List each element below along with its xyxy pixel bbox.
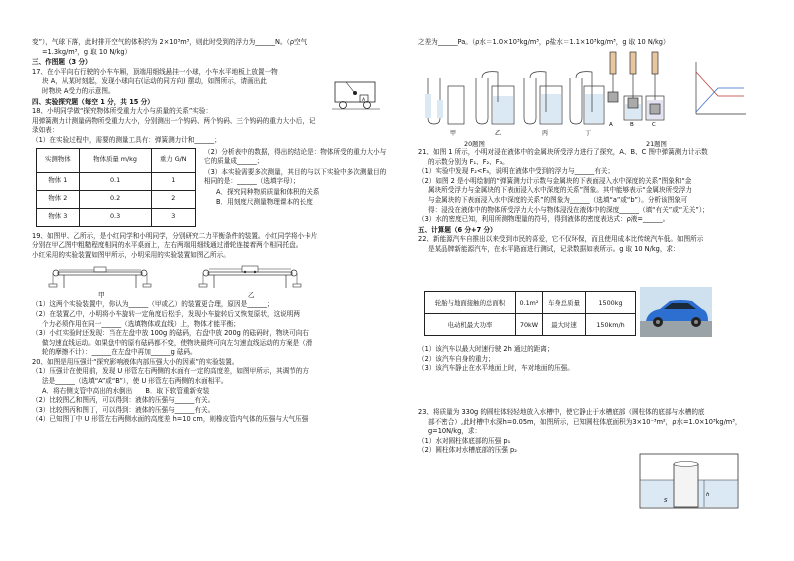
q18-option-b: B．用刻度尺测量物理课本的长度 [216,197,313,206]
table-cell: 70kW [516,314,543,336]
q18-part-1: （1）在实验过程中，需要的测量工具有：弹簧测力计和______； [32,135,221,144]
table-cell: 最大时速 [543,314,586,336]
table-cell: 3 [151,208,196,226]
q23-part-1: （1）水对圆柱体底部的压强 p₁ [418,436,511,445]
q21-part-2b: 属块所受浮力与金属块的下表面浸入水中深度的关系”图象。其中能够表示“金属块所受浮力 [428,186,692,195]
q22-text-1: 22、新能源汽车自推出以来受到市民的喜爱，它不仅环保，而且使用成本比传统汽车低。如图所示 [418,235,704,244]
table-cell: 0.2 [79,190,151,208]
fig21-label-a: A [609,122,613,128]
q21-part-3: （3）水的密度已知，利用所测物理量的符号，得到液体的密度表达式：ρ液=______。 [418,215,670,224]
table-header: 实测物体 [37,148,80,172]
table-cell: 车身总质量 [543,292,586,314]
q19-part-3a: （3）小红实验时还发现：当在左盘中放 100g 的砝码，右盘中放 200g 的砝码时，物块可向右 [32,329,309,338]
q19-apparatus-figure [42,260,342,300]
q23-text-2: 部不密合）,此时槽中水深h=0.05m，如图所示，已知圆柱体底面积为3×10⁻³m²，ρ水=1.0×10³kg/m³， [428,417,742,426]
q18-table-block [32,146,392,232]
q17-text-2: 块 A，从某时刻起，发现小球向右(运动的同方向) 摆动，如图所示，请画出此 [42,77,267,86]
q17-cart-figure [332,78,380,112]
q20-part-1a: （1）压强计在使用前，发现 U 形管左右两侧的水面有一定的高度差，如图甲所示，其调节的方 [32,367,309,376]
q19-figures [32,260,392,300]
gravity-table [36,148,196,227]
q19-part-3b: 做匀速直线运动。如果盘中的原有砝码都不变，使物块最终可向左匀速直线运动的方案是（滑 [42,338,313,347]
fig20-label-ding: 丁 [585,130,592,137]
car-photo [640,287,712,337]
q19-text-1: 19、如图甲、乙所示，是小红同学和小明同学，分别研究二力平衡条件的装置。小红同学将小卡片 [32,231,318,240]
svg-text:h: h [706,492,710,498]
table-cell: 1 [151,172,196,190]
table-cell: 轮胎与地面接触的总面积 [425,292,516,314]
q20-part-4: （4）已知图丁中 U 形管左右两侧水面的高度差 h=10 cm，则橡皮管内气体的压强与大气压强 [32,415,309,424]
figure-caption-jia: 甲 [98,291,105,300]
q20-part-4-continued: 之差为______Pa。（ρ水＝1.0×10³kg/m³，ρ盐水＝1.1×10³kg/m³，g 取 10 N/kg） [418,38,670,46]
q20-part-1b: 法是______（选填“A”或“B”），使 U 形管左右两侧的水面相平。 [42,377,228,386]
car-spec-table [424,291,636,336]
q21-text-2: 的示数分别为 F₁、F₂、F₃。 [428,157,509,166]
table-header: 重力 G/N [151,148,196,172]
right-column [418,38,778,48]
q21-part-1: （1）实验中发现 F₂<F₃，说明在液体中受到的浮力与______有关； [418,167,615,176]
q20-part-2: （2）比较图乙和图丙，可以得到：液体的压强与______有关。 [32,396,215,405]
q19-part-1: （1）这两个实验装置中，你认为______（甲或乙）的装置更合理，原因是______； [32,300,274,309]
section-3-title: 三、作图题（3 分） [32,58,92,67]
q23-part-2: （2）圆柱体对水槽底部的压强 p₂ [418,446,517,455]
fig21-label-b: B [630,122,634,128]
right-column-lower [418,148,778,255]
q22-parts [418,345,778,374]
q18-text-1: 用弹簧测力计测量码物所受重力大小，分别测出一个钩码、两个钩码、三个钩码的重力大小后，记 [32,116,316,125]
q22-part-3: （3）该汽车静止在水平地面上时，车对地面的压强。 [418,364,574,373]
table-cell: 1500kg [586,292,636,314]
table-cell: 物体 3 [37,208,80,226]
q23-text-1: 23、将质量为 330g 的圆柱体轻轻地放入水槽中，使它静止于水槽底部（圆柱体的底部与水槽的底 [418,408,705,416]
q18-part-2: （2）分析表中的数据，得出的结论是：物体所受的重力大小与它的质量成______； [204,147,387,166]
q19-text-3: 小红采用的实验装置如图甲所示，小明采用的实验装置如图乙所示。 [32,250,230,259]
fig20-label-jia: 甲 [450,130,457,137]
table-cell: 物体 1 [37,172,80,190]
fig21-caption: 21题图 [646,140,667,148]
q22-part-1: （1）该汽车以最大时速行驶 2h 通过的距离； [418,345,554,353]
fig21-buoyancy [606,48,756,138]
q23-tank-figure [634,450,744,512]
q21-part-2c: 与金属块的下表面浸入水中深度的关系”的图象为______（选填“a”或“b”）。分析该图象可 [428,195,688,204]
q23-block [418,408,778,456]
q19-part-2b: 个力必须作用在同一______（选填物体或直线）上，物体才能平衡； [42,319,240,328]
fig20-label-bing: 丙 [542,130,549,137]
q21-part-2a: （2）如图 2 是小明绘制的“弹簧测力计示数与金属块的下表面浸入水中深度的关系”图象和“金 [418,176,692,185]
q16-continued: 变”），气球下落，此时排开空气的体积约为 2×10³m³，则此时受到的浮力为______N。（ρ空气 [32,38,308,46]
fig21-label-c: C [652,122,656,128]
q20-part-1-options: A．将右侧支管中高出的水倒出 B．取下软管重新安装 [42,386,210,395]
table-cell: 0.1 [79,172,151,190]
table-cell: 0.1m² [516,292,543,314]
q20-title: 20、如图是用压强计“探究影响液体内部压强大小的因素”的实验装置。 [32,357,239,366]
table-header: 物体质量 m/kg [79,148,151,172]
svg-text:A: A [362,98,366,103]
q18-option-a: A．探究同种物质质量和体积的关系 [216,187,320,196]
table-cell: 物体 2 [37,190,80,208]
q17-text-3: 时物块 A受力的示意图。 [42,86,115,95]
q18-title: 18、小明同学做“探究物体所受重力大小与质量的关系”实验： [32,107,213,116]
table-cell: 150km/h [586,314,636,336]
q21-text-1: 21、如图 1 所示，小明对浸在液体中的金属块所受浮力进行了探究，A、B、C 图中弹簧测力计示数 [418,148,708,156]
fig20-caption: 20题图 [464,140,485,148]
svg-text:S: S [664,498,668,504]
q19-part-2a: （2）在装置乙中，小明将小车旋转一定角度后松手，发现小车旋转后又恢复原状，这说明两 [32,309,300,318]
q18-text-2: 录如表： [32,126,59,135]
q21-part-2d: 得：浸没在液体中的物体所受浮力大小与物体浸没在液体中的深度______（填“有关”或“无关”）； [428,205,709,214]
q23-text-3: g=10N/kg，求： [428,427,482,436]
fig20-label-yi: 乙 [495,130,502,137]
section-5-title: 五、计算题（6 分+7 分） [418,225,497,234]
table-cell: 2 [151,190,196,208]
fig20-pressure-gauge [420,50,605,138]
figure-caption-yi: 乙 [248,291,255,300]
q16-constants: =1.3kg/m³，g 取 10 N/kg） [42,47,132,56]
q19-text-2: 分别在甲乙图中粗糙程度相同的水平桌面上，左右两端用细线通过滑轮连接着两个相同托盘。 [32,241,303,250]
q18-part-3: （3）本实验需要多次测量，其目的与以下实验中多次测量目的相同的是：______（选填字母）； [204,167,387,186]
q19-part-3c: 轮的摩擦不计）：______在左盘中再加______g 砝码。 [42,348,197,357]
q22-part-2: （2）该汽车自身的重力； [418,354,495,363]
q22-text-2: 是某品牌新能源汽车，在水平路面进行测试，记录数据如表所示。g 取 10 N/kg，求： [428,244,680,253]
q17-text-1: 17、在小平向右行驶的小车车厢，顶端用细线悬挂一小球，小车水平地板上放置一物 [32,67,278,76]
table-cell: 电动机最大功率 [425,314,516,336]
q20-part-3: （3）比较图丙和图丁，可以得到：液体的压强与______有关。 [32,405,215,414]
table-cell: 0.3 [79,208,151,226]
section-4-title: 四、实验探究题（每空 1 分，共 15 分） [32,97,154,106]
